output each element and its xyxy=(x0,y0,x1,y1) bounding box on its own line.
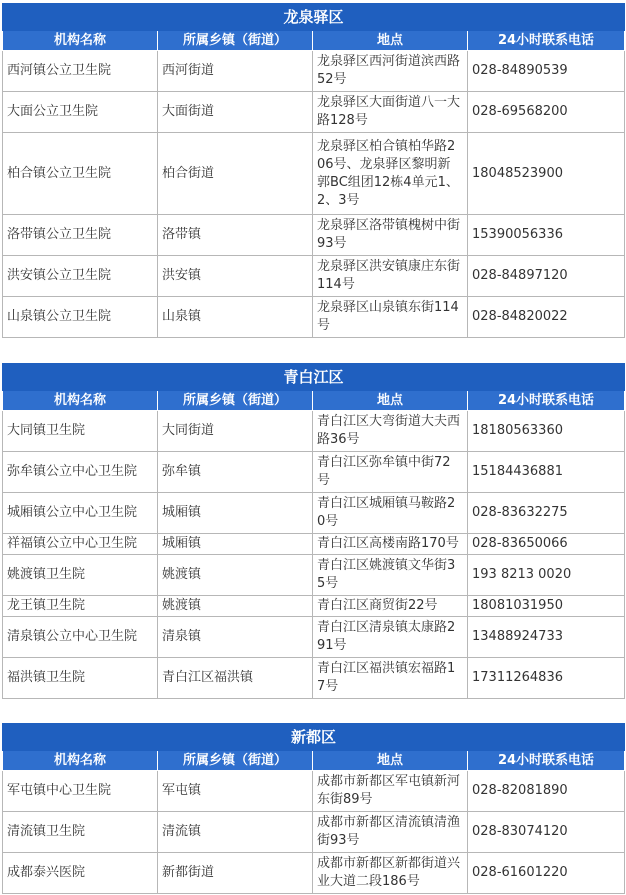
cell-town: 弥牟镇 xyxy=(158,452,313,493)
cell-address: 成都市新都区军屯镇新河东街89号 xyxy=(313,771,468,812)
cell-address: 青白江区福洪镇宏福路17号 xyxy=(313,658,468,699)
cell-phone: 17311264836 xyxy=(468,658,625,699)
cell-address: 青白江区商贸街22号 xyxy=(313,596,468,617)
cell-address: 龙泉驿区洛带镇槐树中街93号 xyxy=(313,215,468,256)
col-header-town: 所属乡镇（街道） xyxy=(158,391,313,411)
table-row xyxy=(3,771,625,812)
cell-address: 成都市新都区新都街道兴业大道二段186号 xyxy=(313,853,468,894)
table-row xyxy=(3,493,625,534)
district-table xyxy=(2,723,625,894)
table-row xyxy=(3,133,625,215)
cell-address: 青白江区清泉镇太康路291号 xyxy=(313,617,468,658)
col-header-name: 机构名称 xyxy=(3,31,158,51)
col-header-name: 机构名称 xyxy=(3,751,158,771)
cell-town: 军屯镇 xyxy=(158,771,313,812)
cell-town: 山泉镇 xyxy=(158,297,313,338)
cell-phone: 18048523900 xyxy=(468,133,625,215)
col-header-address: 地点 xyxy=(313,391,468,411)
cell-phone: 028-84820022 xyxy=(468,297,625,338)
cell-name: 西河镇公立卫生院 xyxy=(3,51,158,92)
cell-name: 大面公立卫生院 xyxy=(3,92,158,133)
cell-town: 青白江区福洪镇 xyxy=(158,658,313,699)
cell-name: 军屯镇中心卫生院 xyxy=(3,771,158,812)
cell-name: 福洪镇卫生院 xyxy=(3,658,158,699)
cell-name: 大同镇卫生院 xyxy=(3,411,158,452)
cell-phone: 13488924733 xyxy=(468,617,625,658)
cell-name: 姚渡镇卫生院 xyxy=(3,555,158,596)
table-row xyxy=(3,812,625,853)
col-header-address: 地点 xyxy=(313,751,468,771)
cell-name: 清流镇卫生院 xyxy=(3,812,158,853)
cell-name: 城厢镇公立中心卫生院 xyxy=(3,493,158,534)
cell-address: 青白江区弥牟镇中街72号 xyxy=(313,452,468,493)
cell-town: 清流镇 xyxy=(158,812,313,853)
cell-name: 祥福镇公立中心卫生院 xyxy=(3,534,158,555)
cell-name: 清泉镇公立中心卫生院 xyxy=(3,617,158,658)
cell-address: 青白江区城厢镇马鞍路20号 xyxy=(313,493,468,534)
district-title: 龙泉驿区 xyxy=(3,4,625,31)
cell-address: 龙泉驿区柏合镇柏华路206号、龙泉驿区黎明新郭BC组团12栋4单元1、2、3号 xyxy=(313,133,468,215)
table-row xyxy=(3,411,625,452)
table-row xyxy=(3,51,625,92)
cell-phone: 028-83074120 xyxy=(468,812,625,853)
cell-address: 龙泉驿区洪安镇康庄东街114号 xyxy=(313,256,468,297)
district-section-longquanyi xyxy=(2,3,624,338)
col-header-phone: 24小时联系电话 xyxy=(468,31,625,51)
col-header-phone: 24小时联系电话 xyxy=(468,391,625,411)
cell-address: 青白江区高楼南路170号 xyxy=(313,534,468,555)
table-row xyxy=(3,617,625,658)
cell-address: 青白江区大弯街道大夫西路36号 xyxy=(313,411,468,452)
cell-phone: 028-61601220 xyxy=(468,853,625,894)
cell-town: 清泉镇 xyxy=(158,617,313,658)
col-header-phone: 24小时联系电话 xyxy=(468,751,625,771)
cell-town: 姚渡镇 xyxy=(158,555,313,596)
cell-name: 洪安镇公立卫生院 xyxy=(3,256,158,297)
district-section-xindu xyxy=(2,723,624,894)
cell-address: 青白江区姚渡镇文华街35号 xyxy=(313,555,468,596)
col-header-name: 机构名称 xyxy=(3,391,158,411)
table-row xyxy=(3,92,625,133)
col-header-town: 所属乡镇（街道） xyxy=(158,751,313,771)
col-header-address: 地点 xyxy=(313,31,468,51)
cell-address: 龙泉驿区大面街道八一大路128号 xyxy=(313,92,468,133)
cell-town: 城厢镇 xyxy=(158,534,313,555)
district-title: 新都区 xyxy=(3,724,625,751)
district-title: 青白江区 xyxy=(3,364,625,391)
cell-town: 新都街道 xyxy=(158,853,313,894)
table-row xyxy=(3,555,625,596)
cell-town: 大面街道 xyxy=(158,92,313,133)
cell-town: 城厢镇 xyxy=(158,493,313,534)
cell-address: 龙泉驿区西河街道滨西路52号 xyxy=(313,51,468,92)
table-row xyxy=(3,297,625,338)
cell-address: 龙泉驿区山泉镇东街114号 xyxy=(313,297,468,338)
cell-name: 弥牟镇公立中心卫生院 xyxy=(3,452,158,493)
cell-phone: 028-84897120 xyxy=(468,256,625,297)
cell-name: 山泉镇公立卫生院 xyxy=(3,297,158,338)
cell-town: 洪安镇 xyxy=(158,256,313,297)
cell-name: 柏合镇公立卫生院 xyxy=(3,133,158,215)
cell-phone: 15184436881 xyxy=(468,452,625,493)
cell-town: 大同街道 xyxy=(158,411,313,452)
cell-town: 姚渡镇 xyxy=(158,596,313,617)
cell-town: 洛带镇 xyxy=(158,215,313,256)
cell-phone: 193 8213 0020 xyxy=(468,555,625,596)
cell-phone: 028-69568200 xyxy=(468,92,625,133)
cell-address: 成都市新都区清流镇清渔街93号 xyxy=(313,812,468,853)
cell-phone: 18180563360 xyxy=(468,411,625,452)
cell-name: 洛带镇公立卫生院 xyxy=(3,215,158,256)
cell-phone: 028-82081890 xyxy=(468,771,625,812)
cell-phone: 028-84890539 xyxy=(468,51,625,92)
table-row xyxy=(3,534,625,555)
district-table xyxy=(2,363,625,699)
table-row xyxy=(3,658,625,699)
col-header-town: 所属乡镇（街道） xyxy=(158,31,313,51)
cell-phone: 028-83650066 xyxy=(468,534,625,555)
table-row xyxy=(3,215,625,256)
table-row xyxy=(3,452,625,493)
cell-name: 龙王镇卫生院 xyxy=(3,596,158,617)
cell-phone: 028-83632275 xyxy=(468,493,625,534)
cell-town: 柏合街道 xyxy=(158,133,313,215)
table-row xyxy=(3,256,625,297)
district-table xyxy=(2,3,625,338)
cell-phone: 18081031950 xyxy=(468,596,625,617)
cell-phone: 15390056336 xyxy=(468,215,625,256)
district-section-qingbaijiang xyxy=(2,363,624,699)
cell-name: 成都泰兴医院 xyxy=(3,853,158,894)
cell-town: 西河街道 xyxy=(158,51,313,92)
table-row xyxy=(3,596,625,617)
table-row xyxy=(3,853,625,894)
